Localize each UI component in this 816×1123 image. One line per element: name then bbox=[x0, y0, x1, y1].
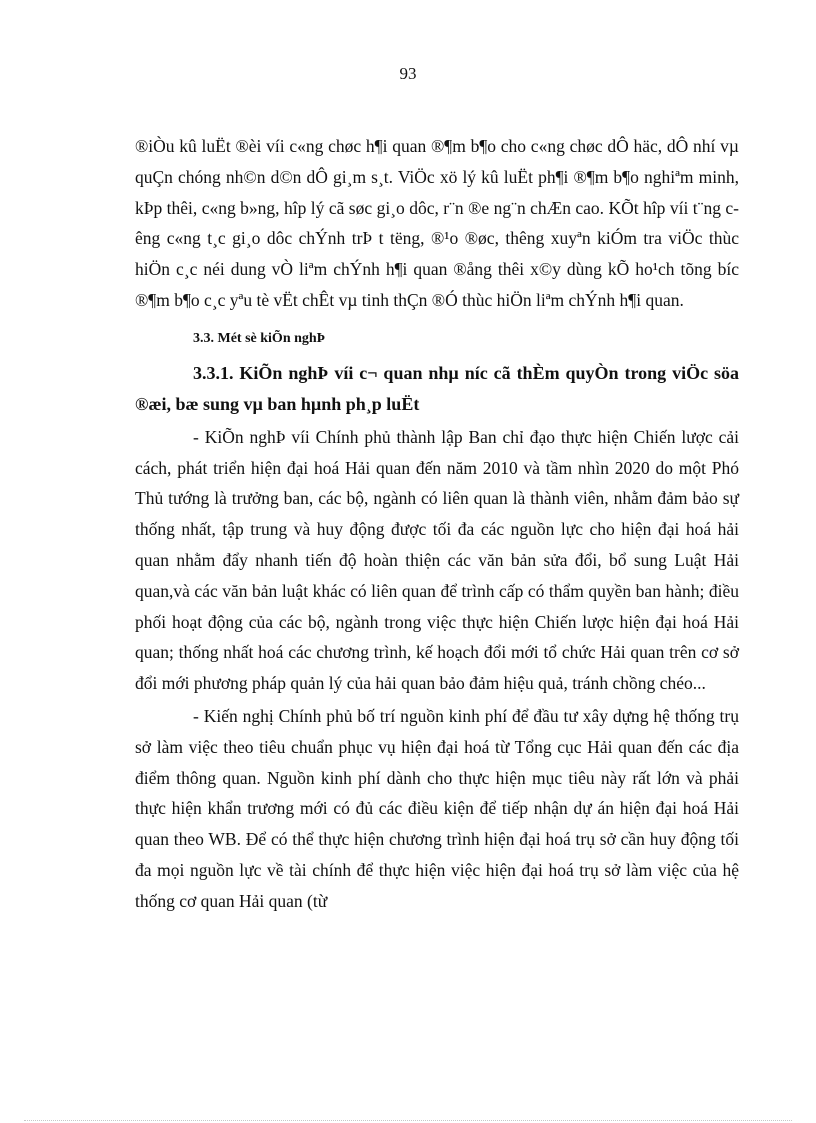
page-bottom-rule bbox=[24, 1120, 792, 1121]
paragraph-discipline: ®iÒu kû luËt ®èi víi c«ng chøc h¶i quan ®¶m b¶o cho c«ng chøc dÔ häc, dÔ nhí vµ quÇn chóng nh©n d©n dÔ gi¸m s¸t. ViÖc xö lý kû luËt ph¶i ®¶m b¶o nghiªm minh, kÞp thêi, c«ng b»ng, hîp lý cã søc gi¸o dôc, r¨n ®e ng¨n chÆn cao. KÕt hîp víi t¨ng cêng c«ng t¸c gi¸o dôc chÝnh trÞ t tëng, ®¹o ®øc, thêng xuyªn kiÓm tra viÖc thùc hiÖn c¸c néi dung vÒ liªm chÝnh h¶i quan ®ång thêi x©y dùng kÕ ho¹ch tõng bíc ®¶m b¶o c¸c yªu tè vËt chÊt vµ tinh thÇn ®Ó thùc hiÖn liªm chÝnh h¶i quan. bbox=[135, 136, 739, 310]
page-body bbox=[135, 131, 739, 917]
subsection-heading: 3.3.1. KiÕn nghÞ víi c¬ quan nhµ níc cã thÈm quyÒn trong viÖc söa ®æi, bæ sung vµ ban hµnh ph¸p luËt bbox=[135, 362, 739, 414]
page-number: 93 bbox=[399, 64, 417, 83]
paragraph-funding: - Kiến nghị Chính phủ bố trí nguồn kinh phí để đầu tư xây dựng hệ thống trụ sở làm việc theo tiêu chuẩn phục vụ hiện đại hoá từ Tổng cục Hải quan đến các địa điểm thông quan. Nguồn kinh phí dành cho thực hiện mục tiêu này rất lớn và phải thực hiện khẩn trương mới có đủ các điều kiện để tiếp nhận dự án hiện đại hoá Hải quan theo WB. Để có thể thực hiện chương trình hiện đại hoá trụ sở cần huy động tối đa mọi nguồn lực về tài chính để thực hiện việc hiện đại hoá trụ sở làm việc của hệ thống cơ quan Hải quan (từ bbox=[135, 705, 739, 911]
section-heading: 3.3. Mét sè kiÕn nghÞ bbox=[193, 330, 326, 346]
paragraph-steering-committee: - KiÕn nghÞ víi Chính phủ thành lập Ban chỉ đạo thực hiện Chiến lược cải cách, phát triển hiện đại hoá Hải quan đến năm 2010 và tầm nhìn 2020 do một Phó Thủ tướng là trưởng ban, các bộ, ngành có liên quan là thành viên, nhằm đảm bảo sự thống nhất, tập trung và huy động được tối đa các nguồn lực cho hiện đại hoá hải quan nhằm đẩy nhanh tiến độ hoàn thiện các văn bản sửa đổi, bổ sung Luật Hải quan,và các văn bản luật khác có liên quan để trình cấp có thẩm quyền ban hành; điều phối hoạt động của các bộ, ngành trong việc thực hiện Chiến lược hiện đại hoá Hải quan; thống nhất hoá các chương trình, kế hoạch đổi mới tổ chức Hải quan trên cơ sở đổi mới phương pháp quản lý của hải quan bảo đảm hiệu quả, tránh chồng chéo... bbox=[135, 426, 739, 694]
